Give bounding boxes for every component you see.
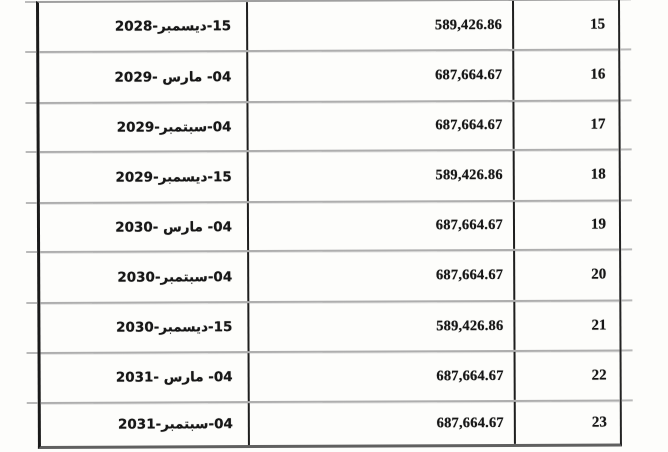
payment-date-cell: 04-سبتمبر-2031 bbox=[117, 416, 233, 433]
payment-date-cell: 04-سبتمبر-2030 bbox=[117, 268, 233, 286]
table-row bbox=[39, 0, 618, 53]
payment-date-cell: 04- مارس -2031 bbox=[115, 369, 233, 386]
payment-amount-cell: 687,664.67 bbox=[246, 51, 514, 101]
table-row bbox=[40, 301, 619, 354]
payment-amount-cell: 687,664.67 bbox=[246, 102, 514, 150]
payment-amount-cell: 589,426.86 bbox=[247, 302, 515, 351]
payment-date-cell: 15-ديسمبر-2030 bbox=[116, 319, 233, 336]
row-number-cell: 15 bbox=[590, 16, 606, 33]
payment-amount-cell: 687,664.67 bbox=[247, 251, 515, 301]
row-number-cell: 20 bbox=[591, 266, 607, 283]
payment-date-cell: 04- مارس -2029 bbox=[114, 68, 232, 86]
row-number-cell: 19 bbox=[590, 216, 607, 233]
table-row bbox=[40, 150, 619, 204]
row-number-cell: 21 bbox=[591, 317, 607, 334]
table-row bbox=[39, 50, 618, 104]
row-number-cell: 18 bbox=[590, 166, 606, 183]
payment-amount-cell: 589,426.86 bbox=[247, 151, 515, 201]
table-row bbox=[41, 351, 620, 404]
table-row bbox=[40, 201, 619, 253]
payment-schedule-table bbox=[36, 0, 622, 449]
payment-date-cell: 04- مارس -2030 bbox=[115, 218, 233, 236]
payment-amount-cell: 687,664.67 bbox=[248, 352, 516, 401]
table-row bbox=[40, 250, 619, 304]
table-row bbox=[41, 401, 620, 446]
payment-amount-cell: 589,426.86 bbox=[246, 1, 514, 50]
row-number-cell: 17 bbox=[590, 116, 606, 133]
row-number-cell: 16 bbox=[590, 66, 606, 83]
row-number-cell: 22 bbox=[591, 367, 607, 384]
table-row bbox=[39, 101, 618, 153]
payment-amount-cell: 687,664.67 bbox=[247, 202, 515, 250]
payment-date-cell: 04-سبتمبر-2029 bbox=[116, 118, 232, 136]
payment-amount-cell: 687,664.67 bbox=[248, 402, 516, 445]
payment-date-cell: 15-ديسمبر-2028 bbox=[114, 18, 232, 35]
payment-date-cell: 15-ديسمبر-2029 bbox=[115, 168, 232, 186]
row-number-cell: 23 bbox=[591, 414, 607, 431]
